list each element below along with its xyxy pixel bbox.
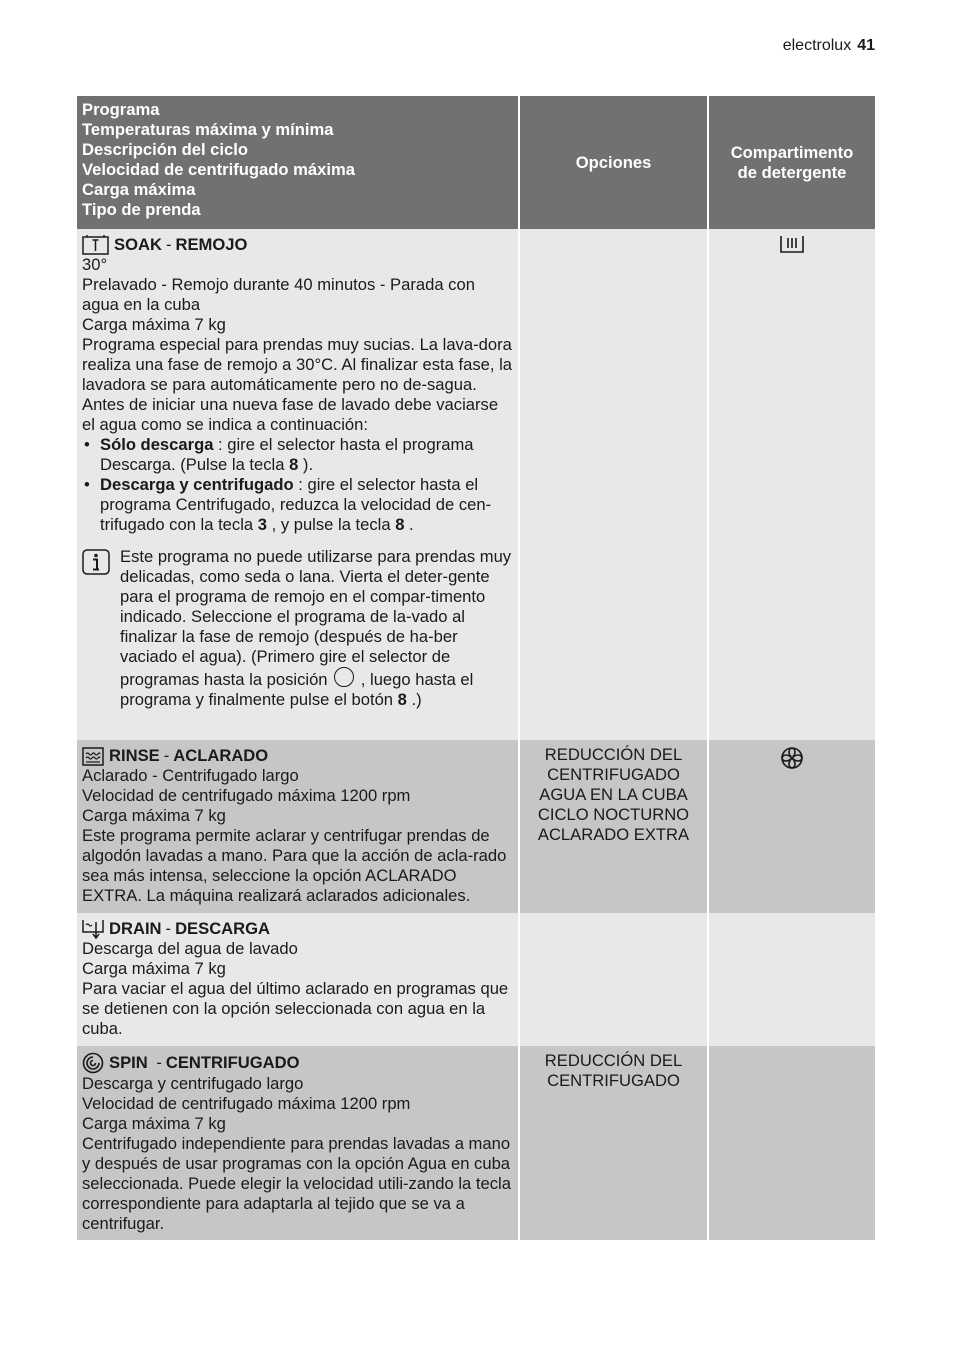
header-line: de detergente [737, 162, 847, 182]
option-label: REDUCCIÓN DEL [544, 1051, 683, 1070]
options-cell [519, 913, 708, 1046]
option-label: CENTRIFUGADO [547, 1071, 680, 1090]
program-cell [77, 740, 519, 913]
program-title: SOAK - REMOJO [82, 235, 513, 255]
softener-flower-icon [780, 755, 804, 774]
program-text: Velocidad de centrifugado máxima 1200 rpm [82, 1094, 411, 1113]
program-text: Centrifugado independiente para prendas lavadas a mano y después de usar programas con la opción Agua en cuba seleccionada. Puede elegir la velocidad utili-zando la tecla correspondiente para adaptarla al tejido que se va a centrifugar. [82, 1134, 511, 1233]
program-text: Programa especial para prendas muy sucias. La lava-dora realiza una fase de remojo a 30°C. Al finalizar esta fase, la lavadora se para automáticamente pero no de-sagua. [82, 335, 513, 394]
header-opciones: Opciones [519, 96, 708, 229]
program-text: Carga máxima 7 kg [82, 1114, 226, 1133]
program-cell [77, 229, 519, 740]
header-line: Velocidad de centrifugado máxima [82, 160, 355, 179]
program-name: SOAK [114, 235, 162, 254]
compartment-cell [708, 229, 875, 740]
option-label: AGUA EN LA CUBA [539, 785, 688, 804]
program-name-es: CENTRIFUGADO [165, 1053, 300, 1072]
option-label: CICLO NOCTURNO [537, 805, 690, 824]
program-name: RINSE [109, 746, 160, 765]
header-line: Descripción del ciclo [82, 140, 248, 159]
program-text: Aclarado - Centrifugado largo [82, 766, 299, 785]
table-row-drain [77, 913, 875, 1046]
program-name-es: REMOJO [175, 235, 248, 254]
program-text: Para vaciar el agua del último aclarado en programas que se detienen con la opción seleccionada con agua en la cuba. [82, 979, 509, 1038]
program-name-es: ACLARADO [173, 746, 269, 765]
program-text: 30° [82, 255, 108, 274]
note-text: Este programa no puede utilizarse para prendas muy delicadas, como seda o lana. Vierta el deter-gente para el programa de remojo en el compar-timento indicado. Seleccione el programa de la-vado al finalizar la fase de remojo (después de ha-ber vaciado el agua). (Primero gire el selector de programas hasta la posición , luego hasta el programa y finalmente pulse el botón 8 .) [120, 547, 512, 709]
header-line: Tipo de prenda [82, 200, 201, 219]
header-line: Programa [82, 100, 160, 119]
program-title: DRAIN - DESCARGA [82, 919, 513, 939]
compartment-prewash-icon [780, 238, 804, 257]
program-cell [77, 913, 519, 1046]
program-text: Carga máxima 7 kg [82, 959, 226, 978]
program-text: Descarga y centrifugado largo [82, 1074, 304, 1093]
program-text: Este programa permite aclarar y centrifugar prendas de algodón lavadas a mano. Para que la acción de acla-rado sea más intensa, seleccione la opción ACLARADO EXTRA. La máquina realizará aclarados adicionales. [82, 826, 507, 905]
program-text: Descarga del agua de lavado [82, 939, 298, 958]
program-text: Carga máxima 7 kg [82, 315, 226, 334]
table-row-spin [77, 1046, 875, 1240]
program-text: Carga máxima 7 kg [82, 806, 226, 825]
rinse-icon [82, 746, 104, 766]
info-icon [82, 547, 120, 710]
header-line: Carga máxima [82, 180, 196, 199]
table-row-rinse [77, 740, 875, 913]
compartment-cell [708, 740, 875, 913]
program-name: DRAIN [109, 919, 162, 938]
option-label: ACLARADO EXTRA [537, 825, 690, 844]
program-text: Antes de iniciar una nueva fase de lavado debe vaciarse el agua como se indica a continuación: [82, 395, 499, 434]
header-line: Compartimento [730, 142, 854, 162]
program-text: Prelavado - Remojo durante 40 minutos - Parada con agua en la cuba [82, 275, 475, 314]
spin-icon [82, 1052, 104, 1074]
compartment-cell [708, 1046, 875, 1240]
program-title: SPIN - CENTRIFUGADO [82, 1052, 513, 1074]
header-line: Temperaturas máxima y mínima [82, 120, 334, 139]
brand-name: electrolux [782, 37, 852, 54]
program-title: RINSE - ACLARADO [82, 746, 513, 766]
header-programa [77, 96, 519, 229]
program-name: SPIN [109, 1053, 148, 1072]
list-item: • Descarga y centrifugado : gire el selector hasta el programa Centrifugado, reduzca la velocidad de cen-trifugado con la tecla 3 , y pulse la tecla 8 . [82, 475, 513, 535]
header-compartimento [708, 96, 875, 229]
page-header [783, 37, 875, 55]
option-label: CENTRIFUGADO [547, 765, 680, 784]
drain-icon [82, 919, 104, 939]
info-note [82, 547, 513, 710]
options-cell [519, 1046, 708, 1240]
table-header-row [77, 96, 875, 229]
program-text: Velocidad de centrifugado máxima 1200 rpm [82, 786, 411, 805]
compartment-cell [708, 913, 875, 1046]
program-name-es: DESCARGA [175, 919, 271, 938]
program-table [77, 96, 875, 1240]
options-cell [519, 740, 708, 913]
options-cell [519, 229, 708, 740]
off-position-circle-icon [334, 667, 354, 687]
list-item: • Sólo descarga : gire el selector hasta el programa Descarga. (Pulse la tecla 8 ). [82, 435, 513, 475]
soak-icon [82, 235, 109, 255]
page-number: 41 [857, 37, 875, 54]
table-row-soak [77, 229, 875, 740]
instruction-list [82, 435, 513, 535]
option-label: REDUCCIÓN DEL [544, 745, 683, 764]
program-cell [77, 1046, 519, 1240]
